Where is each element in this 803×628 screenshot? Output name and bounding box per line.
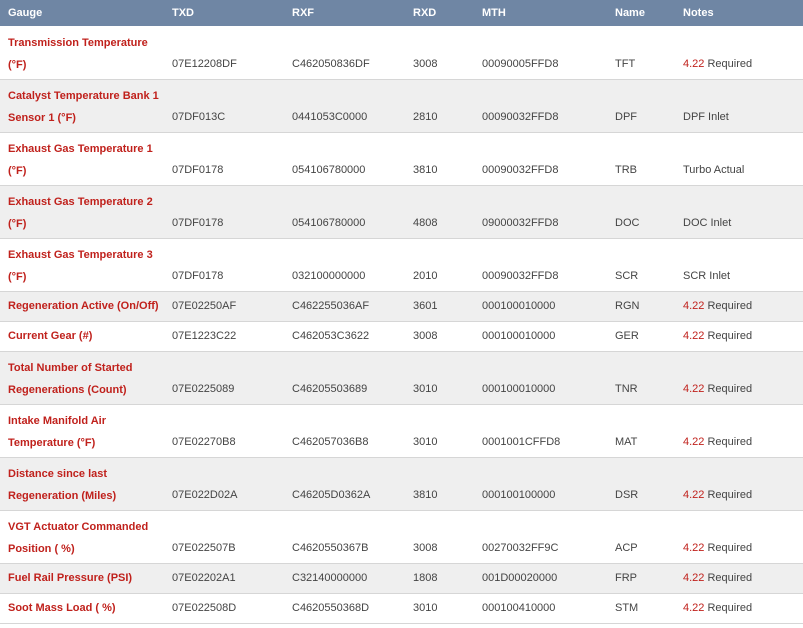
rxd-cell: 3010 <box>413 601 438 614</box>
note-text: Required <box>707 601 753 614</box>
notes-cell <box>675 132 803 185</box>
note-text: Required <box>707 435 753 448</box>
rxd-cell: 4808 <box>413 216 438 229</box>
column-header-txd: TXD <box>172 7 194 19</box>
rxf-cell: C462057036B8 <box>292 435 369 448</box>
notes-cell <box>675 563 803 593</box>
gauge-label-line: Exhaust Gas Temperature 1 <box>8 143 153 155</box>
gauge-label-line: Intake Manifold Air <box>8 415 106 427</box>
note-version: 4.22 <box>683 541 705 554</box>
notes-cell <box>675 79 803 132</box>
notes-cell <box>675 457 803 510</box>
mth-cell: 000100010000 <box>482 299 556 312</box>
notes-cell <box>675 593 803 623</box>
txd-cell: 07DF0178 <box>172 269 224 282</box>
name-cell: DPF <box>615 110 637 123</box>
table-row <box>0 185 803 238</box>
gauge-cell <box>0 510 164 563</box>
rxd-cell: 3810 <box>413 488 438 501</box>
rxd-cell: 3008 <box>413 541 438 554</box>
table-row <box>0 321 803 351</box>
gauge-cell <box>0 457 164 510</box>
txd-cell: 07DF013C <box>172 110 226 123</box>
table-row <box>0 563 803 593</box>
note-version: 4.22 <box>683 57 705 70</box>
table-row <box>0 404 803 457</box>
txd-cell: 07DF0178 <box>172 216 224 229</box>
note-version: 4.22 <box>683 382 705 395</box>
rxd-cell: 3008 <box>413 329 438 342</box>
txd-cell: 07E022D02A <box>172 488 238 501</box>
name-cell: MAT <box>615 435 638 448</box>
rxf-cell: 054106780000 <box>292 216 366 229</box>
rxf-cell: C32140000000 <box>292 571 368 584</box>
table-row <box>0 291 803 321</box>
gauge-label-line: (°F) <box>8 218 27 230</box>
gauge-label-line: Exhaust Gas Temperature 3 <box>8 249 153 261</box>
note-version: 4.22 <box>683 329 705 342</box>
name-cell: STM <box>615 601 639 614</box>
rxf-cell: C462053C3622 <box>292 329 370 342</box>
rxd-cell: 3601 <box>413 299 438 312</box>
rxd-cell: 2810 <box>413 110 438 123</box>
column-header-rxd: RXD <box>413 7 437 19</box>
txd-cell: 07DF0178 <box>172 163 224 176</box>
gauge-label-line: Distance since last <box>8 468 108 480</box>
name-cell: GER <box>615 329 639 342</box>
gauge-label-line: Current Gear (#) <box>8 330 93 342</box>
rxf-cell: 054106780000 <box>292 163 366 176</box>
rxf-cell: C462255036AF <box>292 299 370 312</box>
rxf-cell: C46205D0362A <box>292 488 371 501</box>
note-version: 4.22 <box>683 488 705 501</box>
name-cell: ACP <box>615 541 638 554</box>
note-text: Required <box>707 57 753 70</box>
rxd-cell: 3810 <box>413 163 438 176</box>
gauge-label-line: Sensor 1 (°F) <box>8 112 76 124</box>
mth-cell: 000100010000 <box>482 329 556 342</box>
mth-cell: 00090032FFD8 <box>482 163 559 176</box>
table-row <box>0 132 803 185</box>
note-text: Required <box>707 299 753 312</box>
note-text: SCR Inlet <box>683 269 731 282</box>
gauge-label-line: Exhaust Gas Temperature 2 <box>8 196 153 208</box>
table-row <box>0 79 803 132</box>
txd-cell: 07E02250AF <box>172 299 237 312</box>
notes-cell <box>675 321 803 351</box>
note-text: Turbo Actual <box>683 163 745 176</box>
gauge-cell <box>0 321 164 351</box>
notes-cell <box>675 26 803 79</box>
notes-cell <box>675 404 803 457</box>
rxf-cell: C46205503689 <box>292 382 368 395</box>
note-text: Required <box>707 541 753 554</box>
gauge-cell <box>0 132 164 185</box>
rxd-cell: 3010 <box>413 435 438 448</box>
name-cell: DSR <box>615 488 639 501</box>
gauge-cell <box>0 26 164 79</box>
name-cell: RGN <box>615 299 640 312</box>
mth-cell: 00090032FFD8 <box>482 269 559 282</box>
notes-cell <box>675 185 803 238</box>
rxd-cell: 3010 <box>413 382 438 395</box>
gauge-cell <box>0 563 164 593</box>
column-header-rxf: RXF <box>292 7 314 19</box>
name-cell: FRP <box>615 571 637 584</box>
notes-cell <box>675 238 803 291</box>
gauge-label-line: Fuel Rail Pressure (PSI) <box>8 572 133 584</box>
name-cell: DOC <box>615 216 640 229</box>
note-version: 4.22 <box>683 435 705 448</box>
table-body <box>0 26 803 623</box>
gauge-label-line: Total Number of Started <box>8 362 133 374</box>
notes-cell <box>675 291 803 321</box>
mth-cell: 00090005FFD8 <box>482 57 559 70</box>
note-version: 4.22 <box>683 601 705 614</box>
gauge-label-line: Position ( %) <box>8 543 75 555</box>
mth-cell: 09000032FFD8 <box>482 216 559 229</box>
gauge-label-line: Transmission Temperature <box>8 36 148 49</box>
rxd-cell: 3008 <box>413 57 438 70</box>
txd-cell: 07E12208DF <box>172 57 237 70</box>
table-row <box>0 593 803 623</box>
table-row <box>0 238 803 291</box>
gauge-cell <box>0 351 164 404</box>
gauge-label-line: (°F) <box>8 165 27 177</box>
gauge-cell <box>0 291 164 321</box>
gauge-label-line: Regeneration (Miles) <box>8 490 117 502</box>
txd-cell: 07E1223C22 <box>172 329 237 342</box>
note-text: Required <box>707 329 753 342</box>
rxf-cell: 0441053C0000 <box>292 110 368 123</box>
txd-cell: 07E022507B <box>172 541 236 554</box>
rxf-cell: 032100000000 <box>292 269 366 282</box>
gauge-cell <box>0 593 164 623</box>
mth-cell: 000100410000 <box>482 601 556 614</box>
gauge-label-line: Regeneration Active (On/Off) <box>8 300 159 312</box>
name-cell: TNR <box>615 382 638 395</box>
note-version: 4.22 <box>683 299 705 312</box>
gauge-label-line: Catalyst Temperature Bank 1 <box>8 90 159 102</box>
table-header-row <box>0 0 803 26</box>
txd-cell: 07E022508D <box>172 601 237 614</box>
notes-cell <box>675 510 803 563</box>
mth-cell: 00270032FF9C <box>482 541 559 554</box>
gauge-label-line: VGT Actuator Commanded <box>8 521 149 533</box>
txd-cell: 07E02270B8 <box>172 435 236 448</box>
rxd-cell: 1808 <box>413 571 438 584</box>
note-text: DOC Inlet <box>683 216 732 229</box>
name-cell: SCR <box>615 269 639 282</box>
rxd-cell: 2010 <box>413 269 438 282</box>
gauge-label-line: Temperature (°F) <box>8 437 96 449</box>
notes-cell <box>675 351 803 404</box>
column-header-notes: Notes <box>683 7 714 19</box>
rxf-cell: C4620550368D <box>292 601 370 614</box>
rxf-cell: C4620550367B <box>292 541 369 554</box>
mth-cell: 0001001CFFD8 <box>482 435 561 448</box>
txd-cell: 07E0225089 <box>172 382 235 395</box>
mth-cell: 001D00020000 <box>482 571 558 584</box>
gauge-cell <box>0 79 164 132</box>
table-row <box>0 457 803 510</box>
rxf-cell: C462050836DF <box>292 57 370 70</box>
gauge-cell <box>0 404 164 457</box>
gauge-cell <box>0 238 164 291</box>
note-text: Required <box>707 382 753 395</box>
column-header-gauge: Gauge <box>8 7 43 19</box>
table-row <box>0 510 803 563</box>
column-header-mth: MTH <box>482 7 506 19</box>
gauge-label-line: (°F) <box>8 271 27 283</box>
note-text: Required <box>707 488 753 501</box>
note-text: DPF Inlet <box>683 110 729 123</box>
mth-cell: 000100100000 <box>482 488 556 501</box>
column-header-name: Name <box>615 7 645 19</box>
gauge-label-line: Soot Mass Load ( %) <box>8 602 116 614</box>
note-text: Required <box>707 571 753 584</box>
gauge-label-line: Regenerations (Count) <box>8 384 127 396</box>
note-version: 4.22 <box>683 571 705 584</box>
name-cell: TRB <box>615 163 637 176</box>
name-cell: TFT <box>615 57 636 70</box>
gauge-cell <box>0 185 164 238</box>
table-row <box>0 26 803 79</box>
mth-cell: 000100010000 <box>482 382 556 395</box>
table-row <box>0 351 803 404</box>
gauge-label-line: (°F) <box>8 58 27 71</box>
txd-cell: 07E02202A1 <box>172 571 236 584</box>
mth-cell: 00090032FFD8 <box>482 110 559 123</box>
